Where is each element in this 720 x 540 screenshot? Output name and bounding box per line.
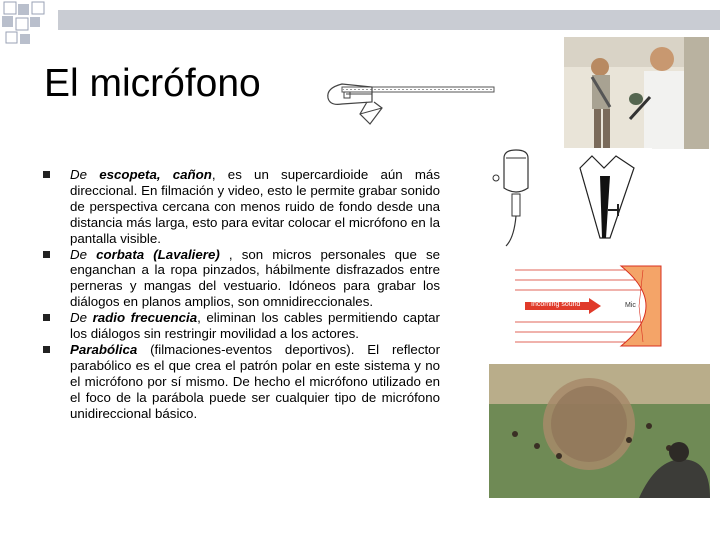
bullet-list: [42, 167, 440, 422]
slide-title: El micrófono: [44, 62, 261, 105]
header-bar-gap: [48, 10, 58, 30]
header-bar: [48, 10, 720, 30]
lavalier-microphone-illustration: [492, 148, 652, 248]
incoming-sound-label: Incoming sound: [531, 301, 581, 308]
mic-label: Mic: [625, 302, 636, 309]
list-item: De corbata (Lavaliere) , son micros personales que se enganchan a la ropa pinzados, hábilmente disfrazados entre perneras y mangas del vestuario. Idóneos para grabar los diálogos en planos amplios, son omnidireccionales.: [42, 247, 440, 311]
photo-boom-operator: [564, 37, 709, 149]
bullet-icon: [43, 314, 50, 321]
list-item: Parabólica (filmaciones-eventos deportivos). El reflector parabólico es el que crea el patrón polar en este sistema y no el micrófono por sí mismo. De hecho el micrófono utilizado en el foco de la parábola puede ser cualquier tipo de micrófono unidireccional básico.: [42, 342, 440, 422]
list-item: De radio frecuencia, eliminan los cables permitiendo captar los diálogos sin restringir movilidad a los actores.: [42, 310, 440, 342]
photo-parabolic-mic-stadium: [489, 364, 710, 498]
shotgun-microphone-illustration: [322, 78, 497, 130]
bullet-icon: [43, 171, 50, 178]
bullet-icon: [43, 346, 50, 353]
list-item: De escopeta, cañon, es un supercardioide aún más direccional. En filmación y video, esto le permite grabar sonido de perspectiva cercana con menos ruido de fondo desde una distancia más larga, esto para evitar colocar el micrófono en la pantalla visible.: [42, 167, 440, 247]
parabolic-reflector-diagram: [511, 264, 663, 348]
bullet-icon: [43, 251, 50, 258]
